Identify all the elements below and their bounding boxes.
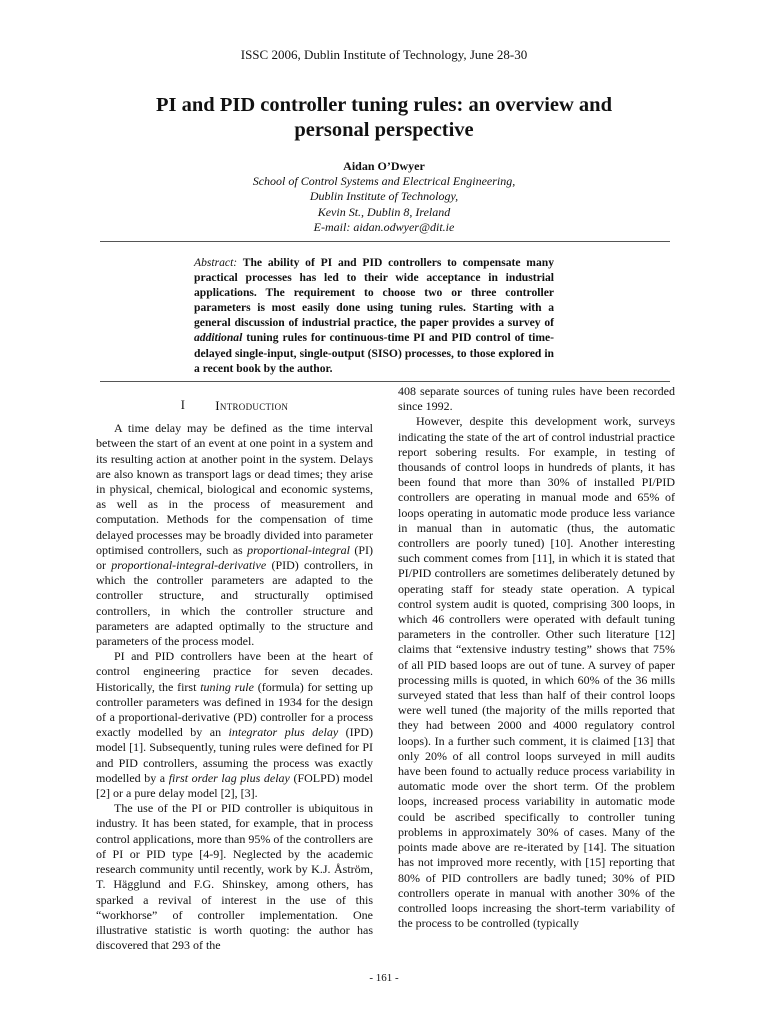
abstract	[194, 255, 554, 376]
author-email: E-mail: aidan.odwyer@dit.ie	[313, 219, 455, 234]
section-number: I	[180, 398, 186, 412]
page-number: - 161 -	[369, 972, 399, 984]
affiliation-line-3: Kevin St., Dublin 8, Ireland	[317, 204, 451, 219]
text-run: (FOLPD) model [2] or a pure delay model [2], [3].	[96, 770, 374, 801]
paragraph	[96, 649, 373, 801]
divider-top	[100, 241, 670, 242]
abstract-label: Abstract:	[194, 256, 238, 269]
left-column	[96, 398, 373, 953]
text-run: (formula) for setting up controller parameters was defined in 1934 for the design of a proportional-derivative (PD) controller for a process exactly modelled by an	[96, 679, 374, 740]
title-line-1: PI and PID controller tuning rules: an overview and	[156, 94, 612, 116]
author-block	[184, 159, 584, 235]
text-run: A time delay may be defined as the time interval between the start of an event at one point in a system and its resulting action at another point in the system. Delays are also known as transport lags or dead times; they arise in physical, chemical, biological and economic systems, as well as in the process of measurement and computation. Methods for the compensation of time delayed processes may be broadly divided into parameter optimised controllers, such as	[96, 421, 373, 557]
affiliation-line-1: School of Control Systems and Electrical Engineering,	[252, 174, 516, 189]
emphasis: proportional-integral-derivative	[111, 558, 267, 573]
abstract-text-2: tuning rules for continuous-time PI and PID control of time-delayed single-input, single-output (SISO) processes, to those explored in a recent book by the author.	[194, 331, 554, 375]
text-run: (IPD) model [1]. Subsequently, tuning rules were defined for PI and PID controllers, assuming the process was exactly modelled by a	[96, 725, 373, 785]
paragraph: The use of the PI or PID controller is ubiquitous in industry. It has been stated, for example, that in process control applications, more than 95% of the controllers are of PI or PID type [4-9]. Neglected by the academic research community until recently, work by K.J. Åström, T. Hägglund and F.G. Shinskey, among others, has sparked a revival of interest in the use of this “workhorse” of controller implementation. One illustrative statistic is worth quoting: the author has discovered that 293 of the	[96, 801, 373, 953]
emphasis: integrator plus delay	[228, 725, 339, 740]
emphasis: first order lag plus delay	[168, 770, 290, 785]
author-name: Aidan O’Dwyer	[343, 159, 425, 173]
conference-header: ISSC 2006, Dublin Institute of Technology, June 28-30	[240, 47, 528, 62]
text-run: (PI) or	[96, 542, 373, 573]
text-run: (PID) controllers, in which the controller parameters are adapted to the controller structure, and structurally optimised controllers, in which the controller structure and parameters are adapted optimally to the structure and parameters of the process model.	[96, 558, 373, 649]
paper-title	[84, 93, 684, 143]
right-column	[398, 384, 675, 931]
affiliation-line-2: Dublin Institute of Technology,	[309, 189, 459, 204]
abstract-text-1: The ability of PI and PID controllers to compensate many practical processes has led to their wide acceptance in industrial applications. The requirement to choose two or three controller parameters is most easily done using tuning rules. Starting with a general discussion of industrial practice, the paper provides a survey of	[194, 256, 554, 330]
paragraph: However, despite this development work, surveys indicating the state of the art of control industrial practice report sobering results. For example, in testing of thousands of control loops in hundreds of plants, it has been found that more than 30% of installed PI/PID controllers are operating in manual mode and 65% of loops operating in automatic mode produce less variance in manual than in automatic (thus, the automatic controllers are poorly tuned) [10]. Another interesting such comment comes from [11], in which it is stated that PI/PID controllers are sometimes deliberately detuned by operating staff for steady state operation. A typical control system audit is quoted, comprising 300 loops, in which 46 controllers were operated with default tuning parameters in the controller. Other such literature [12] claims that “extensive industry testing” shows that 75% of all PID based loops are out of tune. A survey of paper processing mills is quoted, in which 60% of the 36 mills surveyed stated that less than half of their control loops were well tuned (the majority of the mills reported that they had between 2000 and 4000 regulatory control loops). In a further such comment, it is claimed [13] that only 20% of all control loops surveyed in mill audits have been found to actually reduce process variability in automatic mode over the short term. Of the problem loops, increased process variability in automatic mode could be ascribed specifically to controller tuning problems in approximately 30% of cases. Many of the points made above are re-iterated by [14]. The situation has not improved more recently, with [15] reporting that 80% of PID controllers are badly tuned; 30% of PID controllers operate in manual with another 30% of the controlled loops increasing the short-term variability of the process to be controlled (typically	[398, 414, 675, 931]
divider-bottom	[100, 381, 670, 382]
text-run: PI and PID controllers have been at the heart of control engineering practice for seven decades. Historically, the first	[96, 649, 373, 694]
emphasis: proportional-integral	[247, 542, 350, 557]
abstract-emphasis: additional	[194, 331, 243, 345]
emphasis: tuning rule	[200, 679, 254, 694]
section-heading	[96, 398, 373, 413]
section-title: Introduction	[215, 398, 289, 413]
paragraph	[96, 421, 373, 649]
paragraph: 408 separate sources of tuning rules have been recorded since 1992.	[398, 384, 675, 414]
title-line-2: personal perspective	[294, 119, 474, 141]
